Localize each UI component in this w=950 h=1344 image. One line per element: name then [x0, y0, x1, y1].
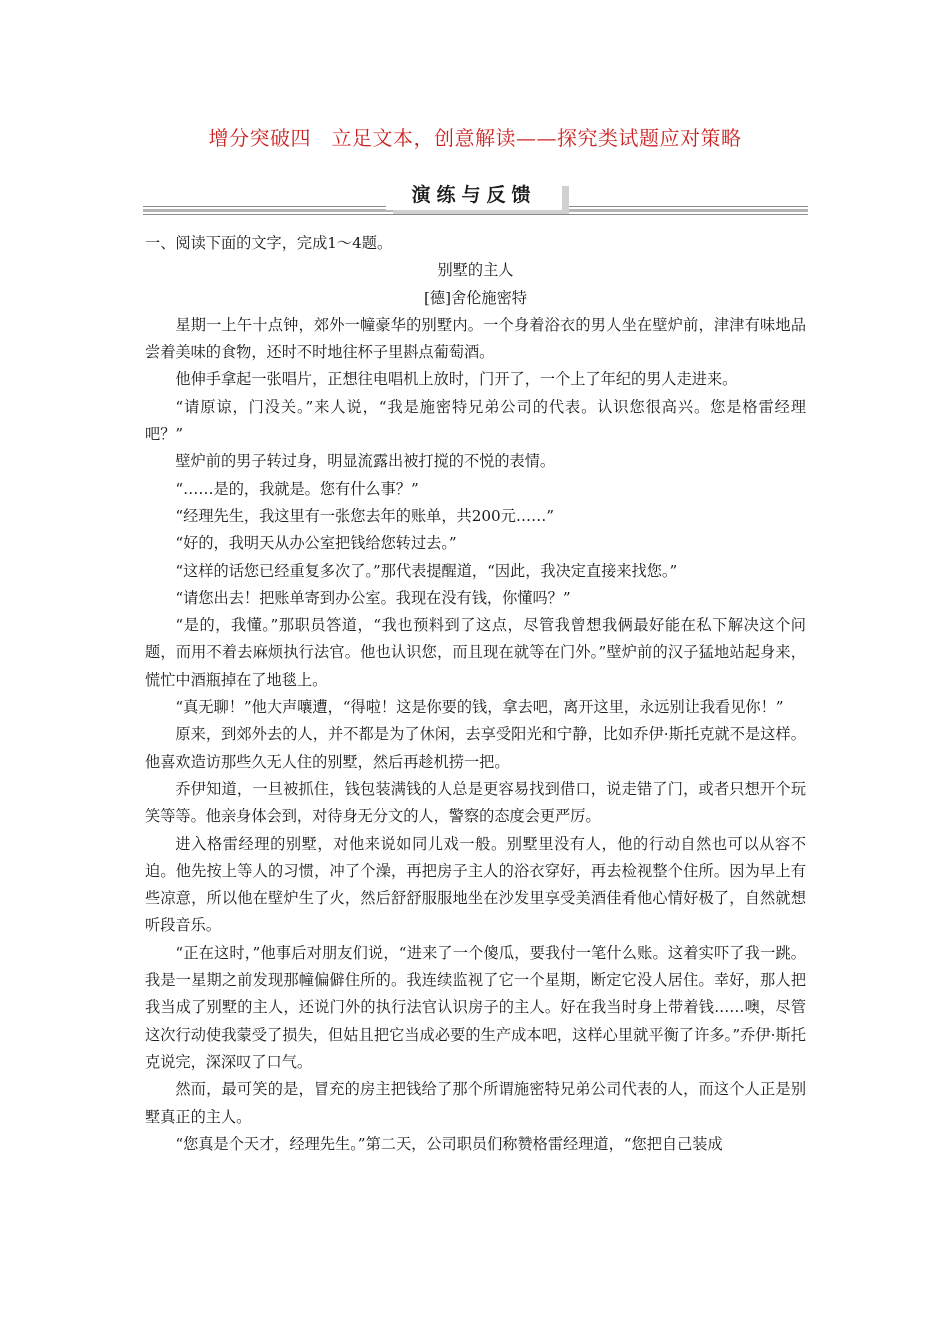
paragraph: “这样的话您已经重复多次了。”那代表提醒道，“因此，我决定直接来找您。”: [175, 561, 678, 580]
page-title: 增分突破四 立足文本，创意解读——探究类试题应对策略: [208, 126, 742, 150]
paragraph: 乔伊知道，一旦被抓住，钱包装满钱的人总是更容易找到借口，说走错了门，或者只想开个玩笑等等。他亲身体会到，对待身无分文的人，警察的态度会更严厉。: [145, 779, 806, 826]
section-banner: [143, 178, 808, 214]
paragraph: “正在这时，”他事后对朋友们说，“进来了一个傻瓜，要我付一笔什么账。这着实吓了我一跳。我是一星期之前发现那幢偏僻住所的。我连续监视了它一个星期，断定它没人居住。幸好，那人把我当成了别墅的主人，还说门外的执行法官认识房子的主人。好在我当时身上带着钱……噢，尽管这次行动使我蒙受了损失，但姑且把它当成必要的生产成本吧，这样心里就平衡了许多。”乔伊·斯托克说完，深深叹了口气。: [145, 943, 806, 1071]
paragraph: “是的，我懂。”那职员答道，“我也预料到了这点，尽管我曾想我俩最好能在私下解决这个问题，而用不着去麻烦执行法官。他也认识您，而且现在就等在门外。”壁炉前的汉子猛地站起身来，慌忙中酒瓶掉在了地毯上。: [145, 616, 806, 689]
story-author: [德]舍伦施密特: [424, 288, 527, 307]
paragraph: 他伸手拿起一张唱片，正想往电唱机上放时，门开了，一个上了年纪的男人走进来。: [175, 370, 738, 389]
paragraph: “请您出去！把账单寄到办公室。我现在没有钱，你懂吗？”: [175, 588, 571, 607]
paragraph: 原来，到郊外去的人，并不都是为了休闲，去享受阳光和宁静，比如乔伊·斯托克就不是这样。他喜欢造访那些久无人住的别墅，然后再趁机捞一把。: [145, 725, 806, 771]
paragraph: “好的，我明天从办公室把钱给您转过去。”: [175, 534, 457, 553]
paragraph: “……是的，我就是。您有什么事？”: [175, 479, 419, 498]
section-label: 演练与反馈: [386, 180, 562, 210]
paragraph: “您真是个天才，经理先生。”第二天，公司职员们称赞格雷经理道，“您把自己装成: [175, 1134, 723, 1153]
paragraph: “请原谅，门没关。”来人说，“我是施密特兄弟公司的代表。认识您很高兴。您是格雷经理吧？”: [145, 397, 806, 444]
paragraph: 星期一上午十点钟，郊外一幢豪华的别墅内。一个身着浴衣的男人坐在壁炉前，津津有味地品尝着美味的食物，还时不时地往杯子里斟点葡萄酒。: [145, 315, 806, 362]
paragraph: 然而，最可笑的是，冒充的房主把钱给了那个所谓施密特兄弟公司代表的人，而这个人正是别墅真正的主人。: [145, 1080, 806, 1126]
paragraph: “经理先生，我这里有一张您去年的账单，共200元……”: [175, 506, 555, 525]
story-title: 别墅的主人: [437, 261, 514, 280]
paragraph: 进入格雷经理的别墅，对他来说如同儿戏一般。别墅里没有人，他的行动自然也可以从容不迫。他先按上等人的习惯，冲了个澡，再把房子主人的浴衣穿好，再去检视整个住所。因为早上有些凉意，所以他在壁炉生了火，然后舒舒服服地坐在沙发里享受美酒佳肴他心情好极了，自然就想听段音乐。: [145, 834, 806, 935]
question-instruction: 一、阅读下面的文字，完成1～4题。: [145, 234, 393, 252]
paragraph: “真无聊！”他大声嚷遭，“得啦！这是你要的钱，拿去吧，离开这里，永远别让我看见你！”: [175, 698, 784, 717]
paragraph: 壁炉前的男子转过身，明显流露出被打搅的不悦的表情。: [175, 452, 556, 471]
article-body: [145, 230, 806, 1158]
